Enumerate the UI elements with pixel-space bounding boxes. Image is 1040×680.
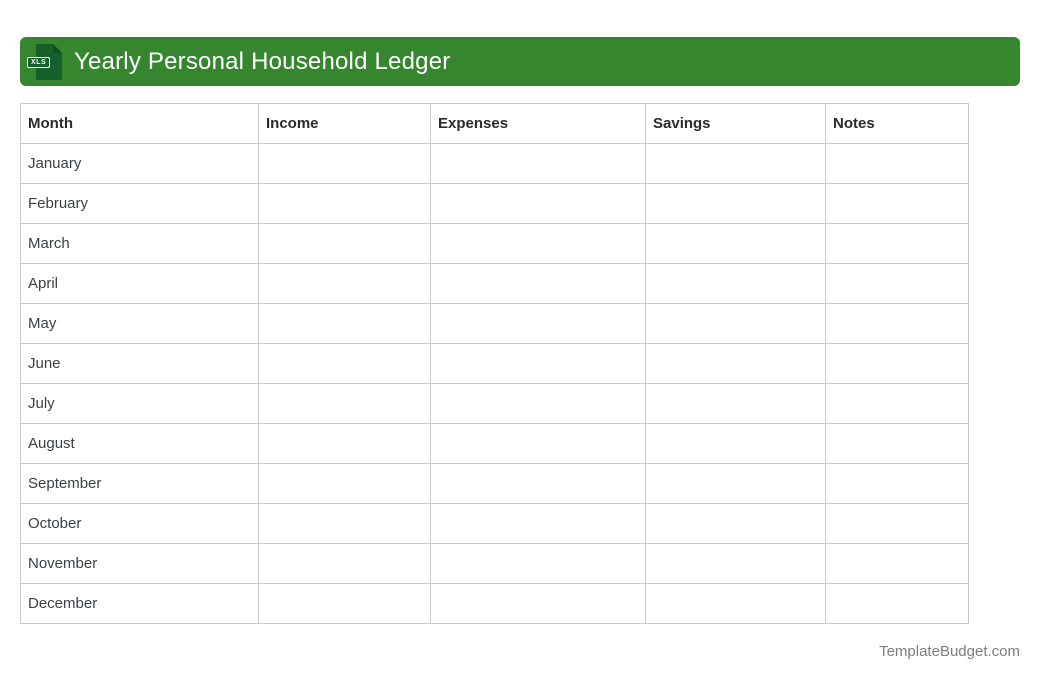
xls-badge-label: XLS [27,57,50,68]
savings-cell[interactable] [646,224,826,264]
notes-cell[interactable] [826,144,969,184]
table-row [21,184,969,224]
column-header-expenses: Expenses [431,104,646,144]
notes-cell[interactable] [826,184,969,224]
income-cell[interactable] [259,144,431,184]
month-cell: July [21,384,259,424]
expenses-cell[interactable] [431,264,646,304]
table-row [21,544,969,584]
month-cell: February [21,184,259,224]
expenses-cell[interactable] [431,584,646,624]
month-cell: January [21,144,259,184]
notes-cell[interactable] [826,584,969,624]
site-watermark: TemplateBudget.com [879,643,1020,660]
income-cell[interactable] [259,384,431,424]
notes-cell[interactable] [826,344,969,384]
column-header-notes: Notes [826,104,969,144]
table-header-row [21,104,969,144]
income-cell[interactable] [259,464,431,504]
table-row [21,424,969,464]
expenses-cell[interactable] [431,544,646,584]
income-cell[interactable] [259,224,431,264]
month-cell: March [21,224,259,264]
column-header-income: Income [259,104,431,144]
month-cell: August [21,424,259,464]
notes-cell[interactable] [826,544,969,584]
savings-cell[interactable] [646,544,826,584]
savings-cell[interactable] [646,264,826,304]
table-row [21,224,969,264]
notes-cell[interactable] [826,464,969,504]
income-cell[interactable] [259,544,431,584]
savings-cell[interactable] [646,344,826,384]
savings-cell[interactable] [646,384,826,424]
month-cell: May [21,304,259,344]
savings-cell[interactable] [646,504,826,544]
column-header-savings: Savings [646,104,826,144]
income-cell[interactable] [259,424,431,464]
notes-cell[interactable] [826,424,969,464]
savings-cell[interactable] [646,464,826,504]
savings-cell[interactable] [646,144,826,184]
expenses-cell[interactable] [431,424,646,464]
expenses-cell[interactable] [431,184,646,224]
month-cell: June [21,344,259,384]
savings-cell[interactable] [646,304,826,344]
table-row [21,264,969,304]
month-cell: October [21,504,259,544]
month-cell: September [21,464,259,504]
table-row [21,504,969,544]
month-cell: November [21,544,259,584]
column-header-month: Month [21,104,259,144]
table-row [21,304,969,344]
notes-cell[interactable] [826,504,969,544]
table-row [21,144,969,184]
savings-cell[interactable] [646,584,826,624]
expenses-cell[interactable] [431,144,646,184]
ledger-table [20,103,969,624]
table-row [21,584,969,624]
title-banner [20,37,1020,86]
expenses-cell[interactable] [431,304,646,344]
table-row [21,344,969,384]
notes-cell[interactable] [826,224,969,264]
income-cell[interactable] [259,584,431,624]
expenses-cell[interactable] [431,464,646,504]
expenses-cell[interactable] [431,384,646,424]
income-cell[interactable] [259,344,431,384]
month-cell: April [21,264,259,304]
savings-cell[interactable] [646,424,826,464]
income-cell[interactable] [259,504,431,544]
expenses-cell[interactable] [431,504,646,544]
expenses-cell[interactable] [431,224,646,264]
savings-cell[interactable] [646,184,826,224]
notes-cell[interactable] [826,384,969,424]
page-title: Yearly Personal Household Ledger [74,47,451,75]
xls-file-icon [31,43,63,81]
month-cell: December [21,584,259,624]
notes-cell[interactable] [826,264,969,304]
income-cell[interactable] [259,304,431,344]
table-row [21,384,969,424]
income-cell[interactable] [259,184,431,224]
notes-cell[interactable] [826,304,969,344]
table-row [21,464,969,504]
expenses-cell[interactable] [431,344,646,384]
income-cell[interactable] [259,264,431,304]
